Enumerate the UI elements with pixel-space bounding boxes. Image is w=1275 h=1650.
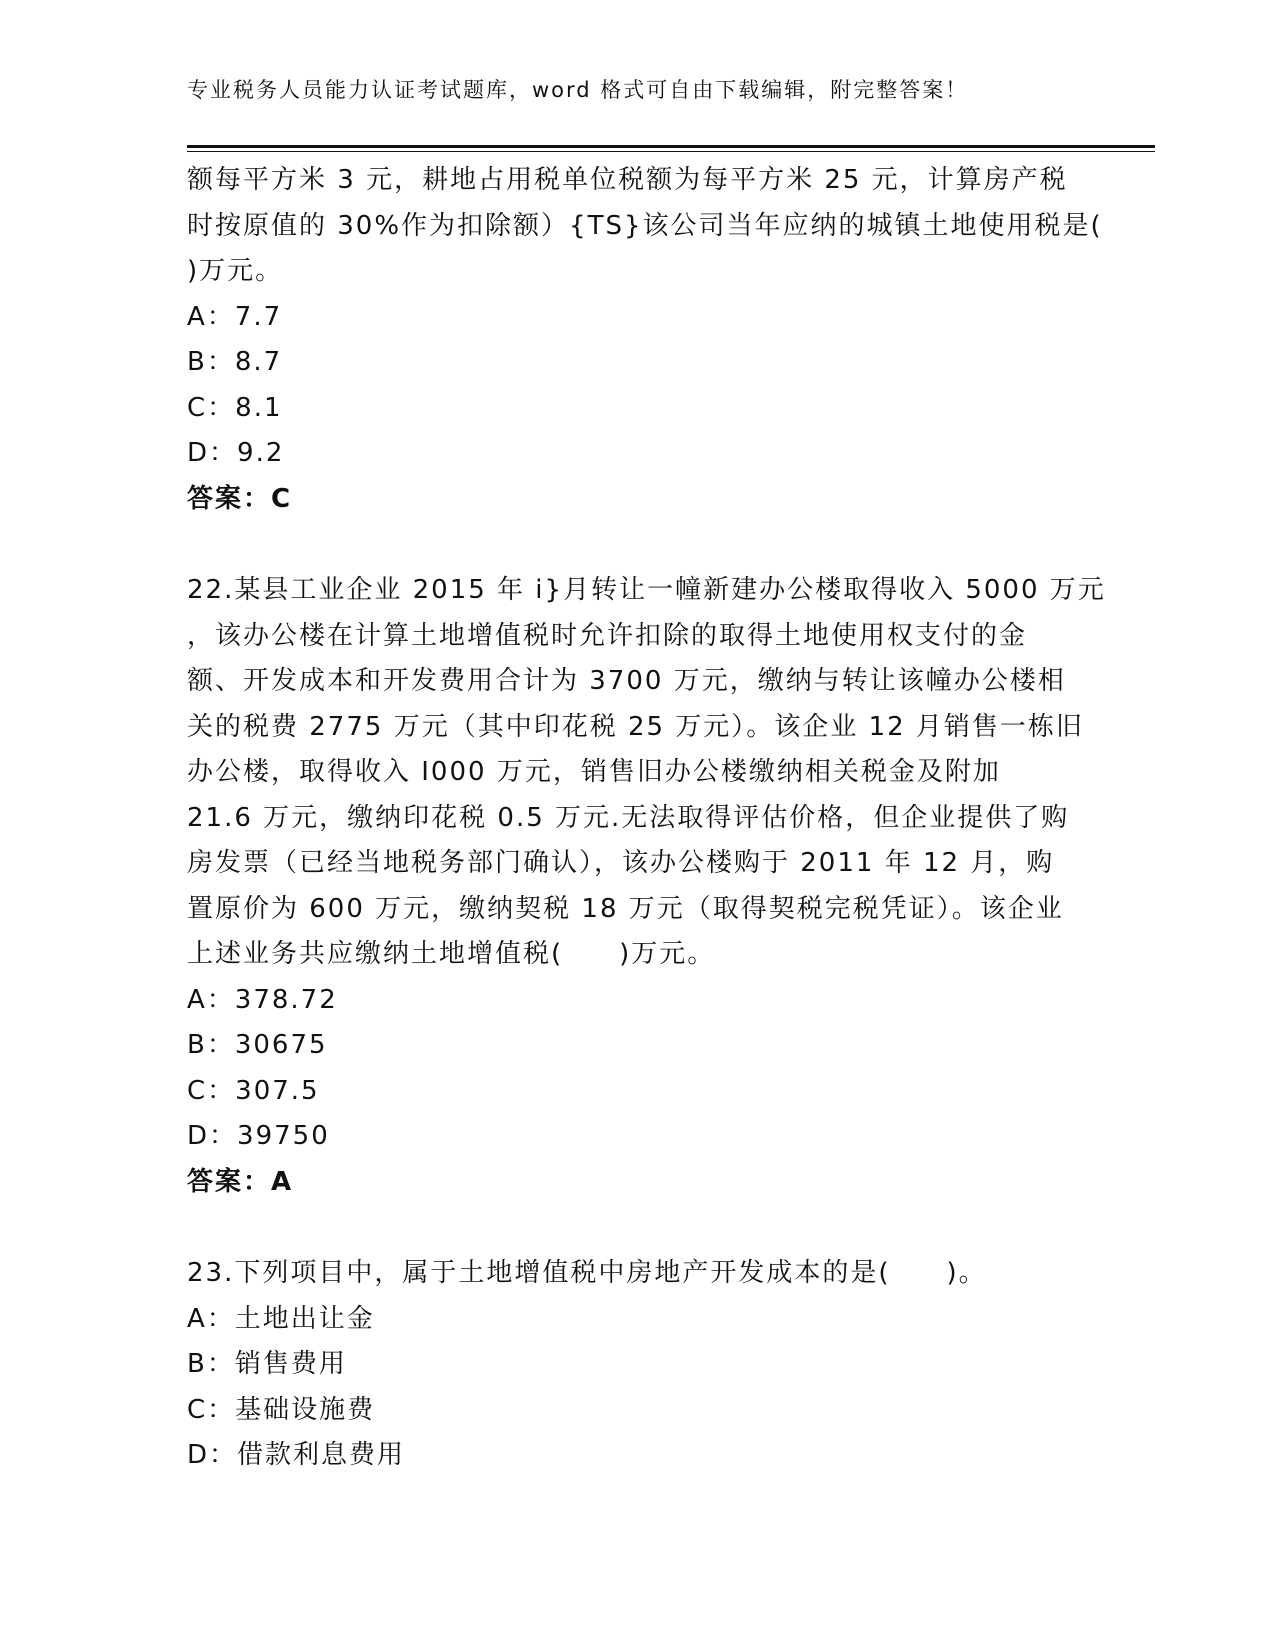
option-b: B：30675 — [187, 1030, 328, 1060]
document-body — [187, 158, 1106, 1479]
question-21 — [187, 158, 1103, 522]
option-a: A：7.7 — [187, 301, 283, 332]
option-c: C：307.5 — [187, 1075, 320, 1106]
option-b: B：8.7 — [187, 347, 283, 377]
question-text-line: 办公楼，取得收入 I000 万元，销售旧办公楼缴纳相关税金及附加 — [187, 757, 1001, 787]
question-text-line: ，该办公楼在计算土地增值税时允许扣除的取得土地使用权支付的金 — [187, 620, 1028, 651]
option-c: C：8.1 — [187, 392, 283, 423]
option-a: A：378.72 — [187, 984, 338, 1015]
option-d: D：9.2 — [187, 438, 285, 468]
question-text-line: 时按原值的 30%作为扣除额）{TS}该公司当年应纳的城镇土地使用税是( — [187, 210, 1103, 241]
page-header: 专业税务人员能力认证考试题库，word 格式可自由下载编辑，附完整答案！ — [187, 78, 969, 102]
question-text-line: 房发票（已经当地税务部门确认），该办公楼购于 2011 年 12 月，购 — [187, 848, 1055, 878]
question-text-line: 上述业务共应缴纳土地增值税( )万元。 — [187, 939, 716, 969]
header-divider-thin — [187, 151, 1155, 152]
option-a: A：土地出让金 — [187, 1303, 375, 1334]
question-text-line: 21.6 万元，缴纳印花税 0.5 万元.无法取得评估价格，但企业提供了购 — [187, 802, 1070, 833]
question-text-line: 额每平方米 3 元，耕地占用税单位税额为每平方米 25 元，计算房产税 — [187, 165, 1068, 195]
question-23 — [187, 1251, 1087, 1479]
question-22 — [187, 568, 1106, 1205]
question-text-line: 23.下列项目中，属于土地增值税中房地产开发成本的是( )。 — [187, 1258, 987, 1288]
question-text-line: )万元。 — [187, 256, 284, 286]
option-b: B：销售费用 — [187, 1349, 347, 1379]
answer: 答案：A — [187, 1166, 294, 1197]
spacer — [187, 522, 1087, 568]
spacer — [187, 1205, 1087, 1251]
header-divider-thick — [187, 145, 1155, 148]
option-d: D：借款利息费用 — [187, 1440, 406, 1470]
question-text-line: 22.某县工业企业 2015 年 i}月转让一幢新建办公楼取得收入 5000 万元 — [187, 575, 1106, 605]
question-text-line: 置原价为 600 万元，缴纳契税 18 万元（取得契税完税凭证）。该企业 — [187, 893, 1064, 924]
option-d: D：39750 — [187, 1121, 330, 1151]
question-text-line: 额、开发成本和开发费用合计为 3700 万元，缴纳与转让该幢办公楼相 — [187, 666, 1066, 696]
option-c: C：基础设施费 — [187, 1394, 376, 1425]
answer: 答案：C — [187, 483, 293, 514]
question-text-line: 关的税费 2775 万元（其中印花税 25 万元）。该企业 12 月销售一栋旧 — [187, 711, 1084, 742]
